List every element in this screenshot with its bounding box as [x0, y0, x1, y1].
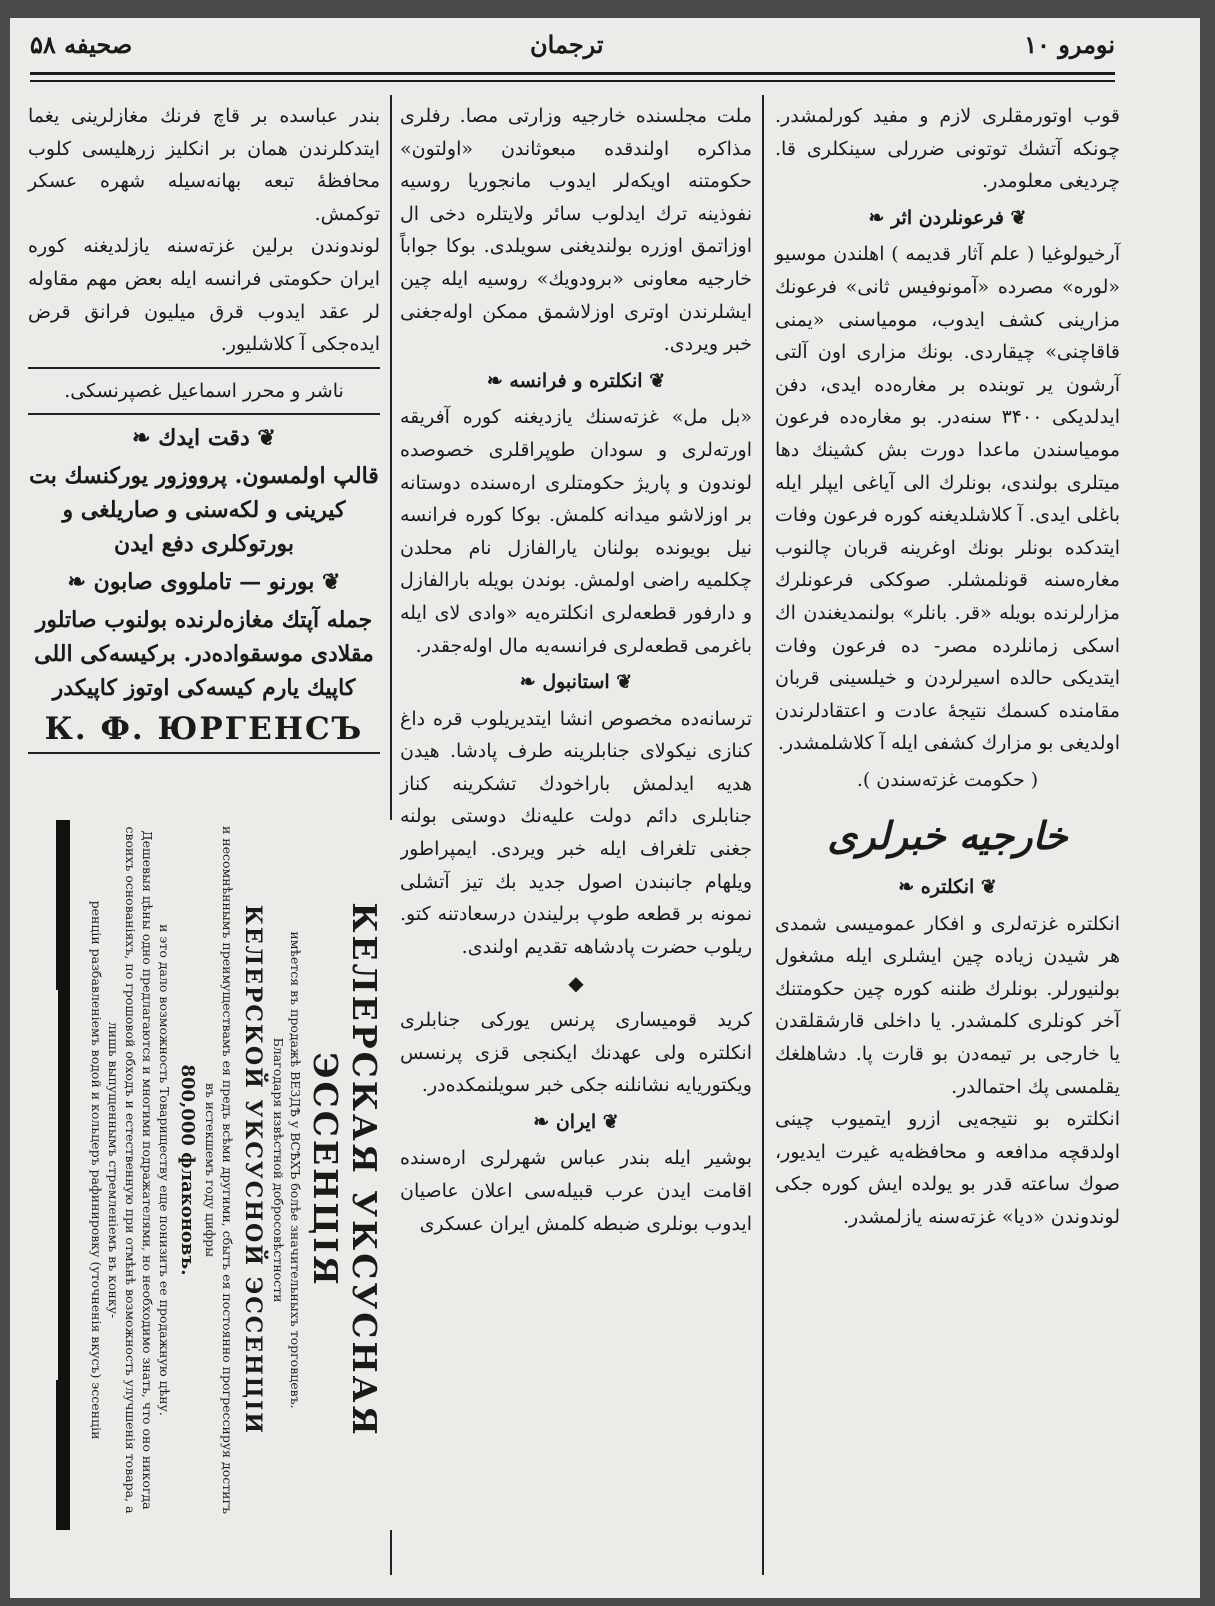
rule [28, 752, 380, 754]
section-heading: ❦ انکلتره و فرانسه ❧ [486, 369, 666, 392]
article-paragraph: قوب اوتورمقلری لازم و مفید کورلمشدر. چونکه آتشك توتونی ضررلی سینکلری قا. چردیغی معلومدر. [775, 105, 1120, 193]
article-paragraph: «بل مل» غزته‌سنك یازدیغنه کوره آفریقه اورته‌لری و سودان طوپراقلری خصوصده لوندون و پاریژ حکومتلری اره‌سنده دوستانه بر اوزلاشو میدانه کلمش. بوکا کوره فرانسه نیل بویونده بولنان یارالفازل نام محلدن چکلمیه راضی اولمش. بوندن بویله بارالفازل و دارفور قطعه‌لری انکلتره‌یه «وادی لای ایله باغرمی قطعه‌لری فرانسه‌یه مال اوله‌جقدر. [400, 406, 752, 657]
ad-subheading: ❦ بورنو — تاملووی صابون ❧ [67, 569, 341, 596]
section-title: خارجیه خبرلری [827, 813, 1068, 859]
section-heading: ❦ ایران ❧ [533, 1110, 619, 1133]
ad-subtitle: КЕЛЕРСКОЙ УКСУСНОЙ ЭССЕНЦІИ [240, 904, 266, 1436]
column-middle [400, 100, 752, 1240]
article-paragraph: لوندوندن برلین غزته‌سنه یازلدیغنه کوره ایران حکومتی فرانسه ایله بعض مهم مقاوله لر عقد ایدوب قرق میلیون فرانق قرض ایده‌جکی آ کلاشلیور. [28, 235, 380, 356]
issue-number: نومرو ۱۰ [1024, 30, 1115, 59]
ad-number: 800,000 флаконовъ. [177, 1064, 198, 1276]
article-paragraph: آرخیولوغیا ( علم آثار قدیمه ) اهلندن موسیو «لوره» مصرده «آمونوفیس ثانی» فرعونك مزارینی کشف ایدوب، مومیاسنی «یمنی قاقاچنی» چیقاردی. بونك مزاری اون آلتی آرشون یر توبنده بر مغاره‌ده ایدی، دفن ایدلدیکی ۳۴۰۰ سنه‌در. بو مغاره‌ده فرعون مومیاسندن ماعدا دورت بش کشینك دها میتلری بولندی، بونلرك الی آیاغی ایپلر ایله باغلی ایدی. آ کلاشلدیغنه کوره فرعون وفات ایتدکده بونلر بونك اوغرینه قربان چالنوب مغاره‌سنه قونلمشلر. صوککی فرعونلرك مزارلرنده بویله «قر. بانلر» بولنمدیغندن اك اسکی زمانلرده مصر- ده فرعون وفات ایتدیکی حالده اسیرلردن و خیلسینی قربان مقامنده کسمك نتیجهٔ عادت و اعتقادلرندن اولدیغی بو مزارك کشفی ایله آ کلاشلمشدر. [775, 243, 1120, 755]
ad-line: и несомнѣннымъ преимуществамъ ея предъ всѣми другими, сбытъ ея постоянно прогрессируя достигъ въ истекшемъ году цифры [203, 825, 235, 1515]
newspaper-title: ترجمان [530, 30, 604, 59]
black-bar [56, 1380, 70, 1530]
header-rule-thin [30, 80, 1115, 82]
ad-line: Благодаря извѣстной добросовѣстности [271, 1037, 286, 1303]
rule [28, 413, 380, 415]
section-heading: ❦ انکلتره ❧ [898, 876, 997, 899]
article-paragraph: بوشیر ایله بندر عباس شهرلری اره‌سنده اقامت ایدن عرب قبیله‌سی اعلان عاصیان ایدوب بونلری ضبطه کلمش ایران عسکری [400, 1147, 752, 1235]
ad-line: имѣется въ продажѣ ВЕЗДѢ у ВСѢХЪ болѣе значительныхъ торговцевъ. [288, 931, 303, 1409]
section-heading: ❦ فرعونلردن اثر ❧ [868, 206, 1027, 229]
black-bar [56, 820, 70, 990]
page-number: صحیفه ۵۸ [30, 30, 133, 59]
ad-text: قالپ اولمسون. پرووزور یورکنسك بت کیرینی و لکه‌سنی و صاریلغی و بورتوکلری دفع ایدن [29, 463, 379, 558]
section-heading: ❦ استانبول ❧ [519, 671, 633, 694]
ad-text: جمله آپتك مغازه‌لرنده بولنوب صاتلور مقلادی موسقواده‌در. برکیسه‌کی اللی کاپیك یارم کیسه‌کی اوتوز کاپیکدر [34, 607, 374, 702]
rule [28, 367, 380, 369]
publisher-line: ناشر و محرر اسماعیل غصپرنسکی. [64, 379, 344, 402]
header-rule [30, 72, 1115, 75]
brand-name: К. Ф. ЮРГЕНСЪ [44, 711, 364, 748]
article-paragraph: ترسانه‌ده مخصوص انشا ایتدیریلوب قره داغ کنازی نیکولای جنابلرینه طرف پادشا. هیدن هدیه ایدلمش باراخودك تشکرینه کناز جنابلری دائم دولت علیه‌نك دوستی بولنه جغنی تلغراف ایله خبر ویردی. ایمپراطور ویلهام جانبندن اصول جدید بك تیز آتشلی نمونه بر قطعه طوپ برلیندن درسعادتنه کتو. ریلوب حضرت پادشاهه تقدیم اولندی. [400, 707, 752, 958]
russian-advertisement [58, 820, 400, 1530]
page-header [30, 24, 1115, 72]
article-paragraph: ملت مجلسنده خارجیه وزارتی مصا. رفلری مذاکره اولندقده مبعوثاندن «اولتون» حکومتنه اویکه‌لر ایدوب مانجوریا روسیه نفوذینه ترك ایدلوب سائر ولایتلره دخی ال اوزاتمق اوزره بولندیغنی سویلدی. بوکا جواباً خارجیه معاونی «برودویك» روسیه ایله چین ایشلرندن اوتری اوزلاشمق ممکن اوله‌جغنی خبر ویردی. [400, 105, 752, 356]
column-divider [762, 95, 764, 1575]
ad-heading: ❦ دقت ایدك ❧ [132, 425, 276, 452]
column-left [28, 100, 380, 760]
ad-line: ренціи разбавленіемъ водой и кольцеръ рафинировку (уточненія вкусъ) эссенціи [89, 900, 104, 1440]
ad-title: КЕЛЕРСКАЯ УКСУСНАЯ ЭССЕНЦІЯ [306, 902, 384, 1438]
source-note: ( حکومت غزته‌سندن ). [856, 768, 1039, 791]
article-paragraph: بندر عباسده بر قاچ فرنك مغازلرینی یغما ایتدکلرندن همان بر انکلیز زرهلیسی کلوب محافظهٔ تبعه بهانه‌سیله شهره عسکر توکمش. [28, 105, 380, 225]
divider-ornament: ◆ [568, 971, 584, 996]
ad-line: и это дало возможность Товариществу еще понизить ее продажную цѣну. [157, 924, 172, 1416]
column-right [775, 100, 1120, 1234]
article-paragraph: انکلتره غزته‌لری و افکار عمومیسی شمدی هر شیدن زیاده چین ایشلری ایله مشغول بولنیورلر. بونلرك ظننه کوره چین حکومتنك آخر کونلری کلمشدر. یا داخلی قارشقلقدن یا خارجی بر تیمه‌دن بو قارت پا. دشاهلغك یقلمسی پك احتمالدر. [775, 912, 1120, 1098]
article-paragraph: کرید قومیساری پرنس یورکی جنابلری انکلتره ولی عهدنك ایکنجی قزی پرنسس ویکتوریایه نشانلنه جکی خبر سویلنمکده‌در. [400, 1009, 752, 1097]
ad-line: Дешевыя цѣны одно предлагаются и многими подражателями, но необходимо знать, что оно никогда своихъ основаніяхъ, по грошовой обходъ и естественную при отмѣнѣ возможность улучшенія товара, а лишь выпущеннымъ стремленіемъ въ конку- [106, 826, 155, 1514]
rotated-ad-text [70, 820, 390, 1520]
article-paragraph: انکلتره بو نتیجه‌یی ازرو ایتمیوب چینی اولدقچه مدافعه و محافظه‌یه غیرت ایدیور، صوك ساعته قدر بو یولده ایش کوره جکی لوندوندن «دیا» غزته‌سنه یازلمشدر. [775, 1108, 1120, 1228]
